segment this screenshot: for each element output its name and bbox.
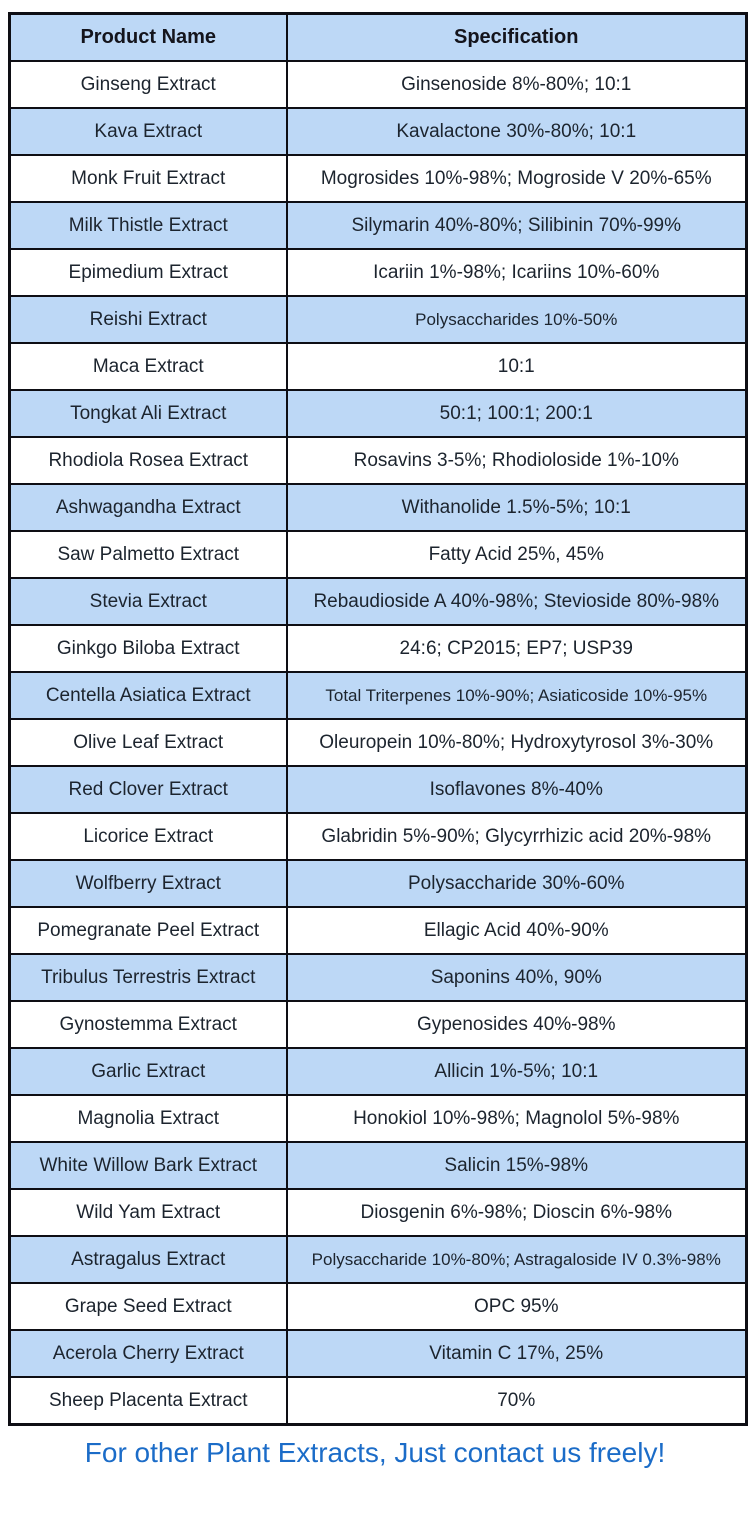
specification-cell: Polysaccharide 10%-80%; Astragaloside IV 0.3%-98% [287,1236,747,1283]
specification-cell: Icariin 1%-98%; Icariins 10%-60% [287,249,747,296]
specification-cell: OPC 95% [287,1283,747,1330]
specification-cell: Silymarin 40%-80%; Silibinin 70%-99% [287,202,747,249]
table-row [10,672,747,719]
table-row [10,531,747,578]
specification-cell: Mogrosides 10%-98%; Mogroside V 20%-65% [287,155,747,202]
product-name-cell: Licorice Extract [10,813,287,860]
product-name-cell: Pomegranate Peel Extract [10,907,287,954]
specification-cell: 10:1 [287,343,747,390]
specification-cell: 70% [287,1377,747,1425]
table-row [10,719,747,766]
table-row [10,390,747,437]
product-name-cell: Garlic Extract [10,1048,287,1095]
table-row [10,437,747,484]
table-row [10,860,747,907]
table-row [10,578,747,625]
product-name-cell: Maca Extract [10,343,287,390]
product-name-cell: Milk Thistle Extract [10,202,287,249]
table-row [10,1095,747,1142]
product-name-cell: Grape Seed Extract [10,1283,287,1330]
table-row [10,1189,747,1236]
product-name-cell: Gynostemma Extract [10,1001,287,1048]
product-name-cell: Sheep Placenta Extract [10,1377,287,1425]
product-name-cell: Kava Extract [10,108,287,155]
table-row [10,202,747,249]
table-row [10,625,747,672]
product-name-cell: Magnolia Extract [10,1095,287,1142]
specification-cell: Gypenosides 40%-98% [287,1001,747,1048]
product-name-cell: Monk Fruit Extract [10,155,287,202]
specification-cell: Rebaudioside A 40%-98%; Stevioside 80%-98% [287,578,747,625]
specification-cell: 24:6; CP2015; EP7; USP39 [287,625,747,672]
product-name-cell: Red Clover Extract [10,766,287,813]
table-row [10,1236,747,1283]
column-header-product-name: Product Name [10,14,287,62]
table-row [10,1330,747,1377]
product-spec-table [8,12,748,1426]
specification-cell: Salicin 15%-98% [287,1142,747,1189]
specification-cell: 50:1; 100:1; 200:1 [287,390,747,437]
specification-cell: Glabridin 5%-90%; Glycyrrhizic acid 20%-98% [287,813,747,860]
product-name-cell: Saw Palmetto Extract [10,531,287,578]
specification-cell: Fatty Acid 25%, 45% [287,531,747,578]
table-row [10,954,747,1001]
specification-cell: Rosavins 3-5%; Rhodioloside 1%-10% [287,437,747,484]
table-row [10,766,747,813]
table-row [10,108,747,155]
product-name-cell: Astragalus Extract [10,1236,287,1283]
table-row [10,1377,747,1425]
table-row [10,484,747,531]
specification-cell: Saponins 40%, 90% [287,954,747,1001]
table-row [10,343,747,390]
table-row [10,249,747,296]
product-name-cell: Reishi Extract [10,296,287,343]
product-name-cell: Wolfberry Extract [10,860,287,907]
product-name-cell: White Willow Bark Extract [10,1142,287,1189]
specification-cell: Kavalactone 30%-80%; 10:1 [287,108,747,155]
specification-cell: Vitamin C 17%, 25% [287,1330,747,1377]
table-row [10,61,747,108]
specification-cell: Total Triterpenes 10%-90%; Asiaticoside 10%-95% [287,672,747,719]
table-row [10,1048,747,1095]
specification-cell: Oleuropein 10%-80%; Hydroxytyrosol 3%-30% [287,719,747,766]
specification-cell: Withanolide 1.5%-5%; 10:1 [287,484,747,531]
product-name-cell: Acerola Cherry Extract [10,1330,287,1377]
table-row [10,1001,747,1048]
table-row [10,296,747,343]
table-row [10,1142,747,1189]
product-name-cell: Centella Asiatica Extract [10,672,287,719]
product-name-cell: Ginkgo Biloba Extract [10,625,287,672]
product-name-cell: Ginseng Extract [10,61,287,108]
product-name-cell: Stevia Extract [10,578,287,625]
specification-cell: Ginsenoside 8%-80%; 10:1 [287,61,747,108]
product-name-cell: Tribulus Terrestris Extract [10,954,287,1001]
header-row [10,14,747,62]
specification-cell: Honokiol 10%-98%; Magnolol 5%-98% [287,1095,747,1142]
product-name-cell: Wild Yam Extract [10,1189,287,1236]
column-header-specification: Specification [287,14,747,62]
product-name-cell: Ashwagandha Extract [10,484,287,531]
specification-cell: Polysaccharide 30%-60% [287,860,747,907]
specification-cell: Diosgenin 6%-98%; Dioscin 6%-98% [287,1189,747,1236]
product-name-cell: Tongkat Ali Extract [10,390,287,437]
product-name-cell: Olive Leaf Extract [10,719,287,766]
table-row [10,813,747,860]
table-row [10,1283,747,1330]
table-row [10,155,747,202]
specification-cell: Isoflavones 8%-40% [287,766,747,813]
specification-cell: Allicin 1%-5%; 10:1 [287,1048,747,1095]
specification-cell: Ellagic Acid 40%-90% [287,907,747,954]
specification-cell: Polysaccharides 10%-50% [287,296,747,343]
table-row [10,907,747,954]
product-name-cell: Rhodiola Rosea Extract [10,437,287,484]
footer-contact-note: For other Plant Extracts, Just contact us freely! [84,1437,666,1468]
table-body [10,61,747,1425]
product-name-cell: Epimedium Extract [10,249,287,296]
